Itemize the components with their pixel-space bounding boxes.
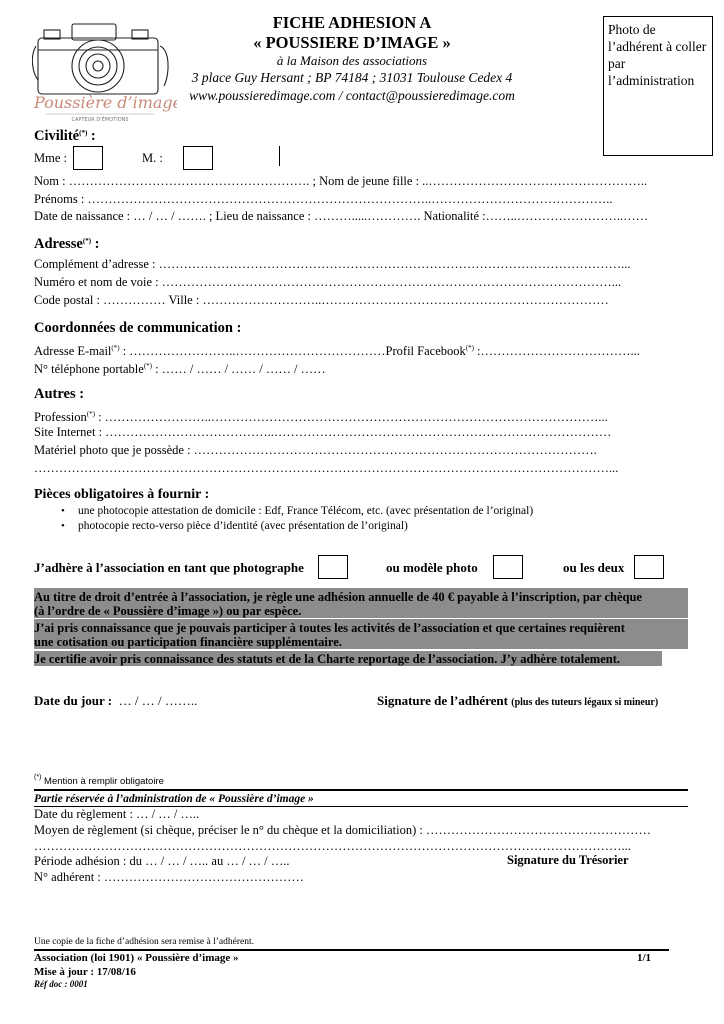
email-label: Adresse E-mail	[34, 344, 112, 358]
footer-page-number: 1/1	[637, 952, 652, 964]
moyen-extra-field[interactable]: ……………………………………………………………………………………………………………………………...	[34, 839, 631, 853]
materiel-field[interactable]: Matériel photo que je possède : …………………………………………………………………………………….	[34, 443, 597, 457]
profession-field[interactable]	[34, 406, 608, 425]
pieces-item: une photocopie attestation de domicile : Edf, France Télécom, etc. (avec présentation de l’original)	[78, 505, 534, 517]
copy-note: Une copie de la fiche d’adhésion sera remise à l’adhérent.	[34, 937, 254, 947]
birth-field[interactable]: Date de naissance : … / … / ……. ; Lieu de naissance : ……….....…………. Nationalité :……..……………………..……	[34, 209, 649, 223]
terms-line: une cotisation ou participation financière supplémentaire.	[34, 635, 342, 649]
required-mark: (*)	[86, 410, 95, 418]
facebook-dots: :………………………………...	[473, 344, 640, 358]
photo-box[interactable]	[603, 16, 713, 156]
required-mark: (*)	[111, 344, 120, 352]
site-field[interactable]: Site Internet : …………………………………..………………………………………………………………………	[34, 425, 612, 439]
photographe-checkbox[interactable]	[318, 555, 348, 579]
option-modele-label: ou modèle photo	[386, 560, 478, 575]
phone-dots: : …… / …… / …… / …… / ……	[152, 362, 326, 376]
profession-label: Profession	[34, 410, 87, 424]
signature-field[interactable]	[377, 693, 658, 709]
subtitle: à la Maison des associations	[276, 53, 428, 68]
address-line: 3 place Guy Hersant ; BP 74184 ; 31031 Toulouse Cedex 4	[191, 70, 513, 85]
prenoms-field[interactable]: Prénoms : ………………………………………………………………………..……………………………………..	[34, 192, 613, 206]
footnote	[34, 774, 164, 787]
footer-ref: Réf doc : 0001	[34, 979, 88, 989]
required-mark: (*)	[82, 237, 92, 245]
adhesion-label: J’adhère à l’association en tant que photographe	[34, 560, 304, 575]
signature-note: (plus des tuteurs légaux si mineur)	[511, 697, 659, 708]
form-title: FICHE ADHESION A	[272, 13, 432, 32]
signature-label: Signature de l’adhérent	[377, 693, 508, 708]
phone-field[interactable]	[34, 358, 326, 377]
date-label: Date du jour :	[34, 693, 113, 708]
header-block	[170, 13, 534, 105]
admin-title: Partie réservée à l’administration de « Poussière d’image »	[34, 793, 314, 805]
required-mark: (*)	[34, 774, 42, 781]
materiel-extra-field[interactable]: …………………………………………………………………………………………………………………………...	[34, 461, 619, 475]
mme-label: Mme :	[34, 151, 67, 165]
nom-field[interactable]: Nom : …………………………………………………. ; Nom de jeune fille : ..……………………………………………..	[34, 174, 648, 188]
date-field[interactable]	[34, 693, 197, 709]
required-mark: (*)	[465, 344, 474, 352]
divider-mark	[279, 146, 280, 166]
email-facebook-field[interactable]	[34, 340, 640, 359]
tresorier-signature-label: Signature du Trésorier	[507, 853, 629, 867]
terms-line: Au titre de droit d’entrée à l’association, je règle une adhésion annuelle de 40 € payable à l’inscription, par chèque	[34, 590, 642, 604]
bullet: •	[61, 520, 65, 532]
both-checkbox[interactable]	[634, 555, 664, 579]
phone-label: N° téléphone portable	[34, 362, 144, 376]
logo	[32, 10, 177, 128]
section-pieces: Pièces obligatoires à fournir :	[34, 487, 210, 502]
numero-adherent-field[interactable]: N° adhérent : …………………………………………	[34, 870, 304, 884]
reglement-date-field[interactable]: Date du règlement : … / … / …..	[34, 807, 200, 821]
section-autres: Autres :	[34, 386, 85, 402]
photo-box-text: Photo de l’adhérent à coller par l’administration	[608, 22, 707, 88]
section-coordonnees: Coordonnées de communication :	[34, 320, 242, 336]
section-adresse	[34, 236, 100, 253]
voie-field[interactable]: Numéro et nom de voie : ………………………………………………………………………………………………...	[34, 275, 622, 289]
profession-dots: : ……………………..…………………………………………………………………………………...	[94, 410, 608, 424]
option-both-label: ou les deux	[563, 560, 625, 575]
email-dots: : ……………………..………………………………Profil Facebook	[119, 344, 466, 358]
bullet: •	[61, 505, 65, 517]
contact-line: www.poussieredimage.com / contact@poussieredimage.com	[189, 88, 515, 103]
modele-checkbox[interactable]	[493, 555, 523, 579]
cp-ville-field[interactable]: Code postal : …………… Ville : ………………………..……………………………………………………………	[34, 293, 609, 307]
mme-checkbox[interactable]	[73, 146, 103, 170]
footer-divider	[34, 949, 669, 951]
camera-icon	[32, 10, 177, 128]
footer-association: Association (loi 1901) « Poussière d’image »	[34, 952, 239, 964]
logo-wordmark: Poussière d’image	[34, 93, 177, 112]
terms-line: J’ai pris connaissance que je pouvais participer à toutes les activités de l’association et que certaines requièrent	[34, 621, 625, 635]
section-colon: :	[91, 236, 100, 252]
m-checkbox[interactable]	[183, 146, 213, 170]
logo-tagline: CAPTEUR D’ÉMOTIONS	[71, 117, 129, 123]
form-title-association: « POUSSIERE D’IMAGE »	[253, 33, 451, 52]
footnote-text: Mention à remplir obligatoire	[44, 776, 164, 787]
m-label: M. :	[142, 151, 163, 165]
section-colon: :	[87, 128, 96, 144]
section-civilite	[34, 128, 96, 145]
required-mark: (*)	[79, 129, 88, 137]
terms-line: (à l’ordre de « Poussière d’image ») ou par espèce.	[34, 604, 302, 618]
section-title: Civilité	[34, 128, 80, 144]
required-mark: (*)	[143, 362, 152, 370]
date-value: … / … / ……..	[118, 693, 198, 708]
moyen-field[interactable]: Moyen de règlement (si chèque, préciser le n° du chèque et la domiciliation) : ………………………………………………	[34, 823, 652, 837]
admin-divider	[34, 789, 688, 791]
terms-line: Je certifie avoir pris connaissance des statuts et de la Charte reportage de l’association. J’y adhère totalement.	[34, 652, 621, 666]
periode-field[interactable]: Période adhésion : du … / … / ….. au … / … / …..	[34, 854, 290, 868]
footer-update: Mise à jour : 17/08/16	[34, 966, 136, 978]
pieces-item: photocopie recto-verso pièce d’identité (avec présentation de l’original)	[78, 520, 408, 532]
section-title: Adresse	[34, 236, 83, 252]
complement-field[interactable]: Complément d’adresse : …………………………………………………………………………………………………...	[34, 257, 631, 271]
